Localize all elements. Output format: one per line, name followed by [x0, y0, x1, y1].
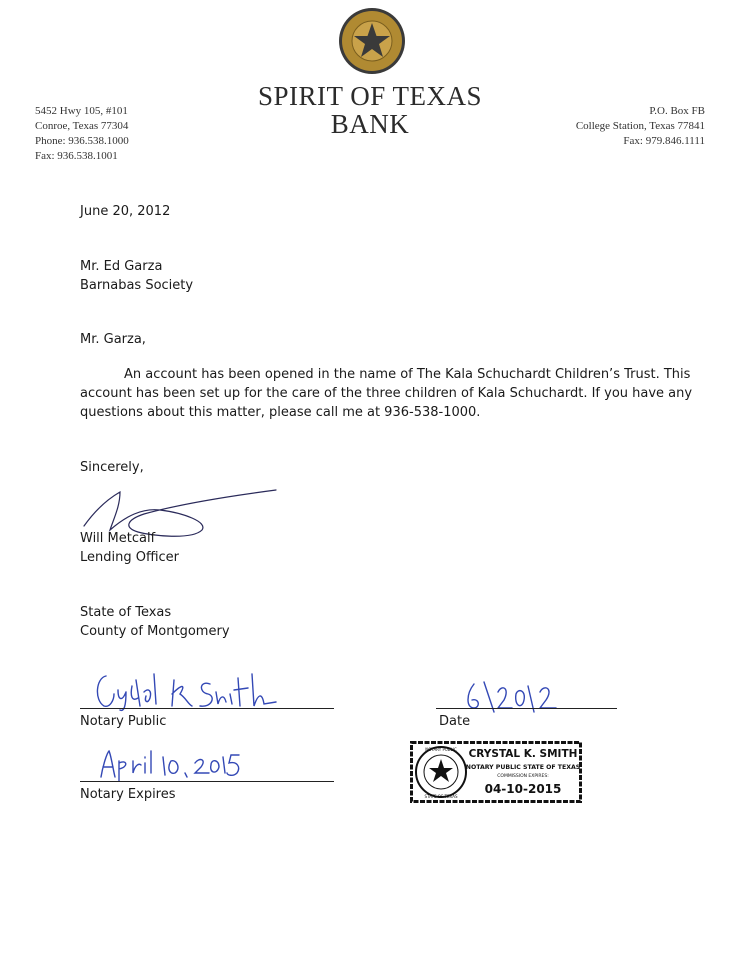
signer-title: Lending Officer [80, 550, 180, 565]
notary-venue [80, 603, 230, 641]
address-line: Phone: 936.538.1000 [35, 135, 129, 147]
signer-block [80, 529, 179, 567]
address-line: 5452 Hwy 105, #101 [35, 105, 128, 117]
body-line: An account has been opened in the name of The Kala Schuchardt Children’s Trust. This [124, 367, 691, 382]
salutation: Mr. Garza, [80, 332, 146, 347]
letter-body [80, 365, 693, 422]
address-line: College Station, Texas 77841 [575, 120, 705, 132]
address-line: P.O. Box FB [649, 105, 705, 117]
date-label: Date [439, 714, 471, 729]
venue-county: County of Montgomery [80, 624, 230, 639]
recipient-org: Barnabas Society [80, 278, 194, 293]
handwritten-expiry [93, 745, 243, 783]
notary-public-label: Notary Public [80, 714, 167, 729]
svg-text:NOTARY PUBLIC: NOTARY PUBLIC [425, 747, 457, 752]
body-line: account has been set up for the care of the three children of Kala Schuchardt. If you have any [80, 386, 693, 401]
stamp-name: CRYSTAL K. SMITH [468, 748, 578, 760]
venue-state: State of Texas [80, 605, 172, 620]
bank-seal-logo [338, 7, 406, 75]
bank-name-line2: BANK [330, 109, 410, 139]
notary-signature-line [80, 708, 334, 709]
address-line: Fax: 936.538.1001 [35, 150, 118, 162]
address-line: Fax: 979.846.1111 [623, 135, 705, 147]
bank-name-line1: SPIRIT OF TEXAS [257, 81, 483, 111]
recipient-name: Mr. Ed Garza [80, 259, 163, 274]
stamp-expiry: 04-10-2015 [484, 782, 562, 796]
recipient-block [80, 257, 193, 295]
date-signature-line [436, 708, 617, 709]
closing: Sincerely, [80, 460, 144, 475]
stamp-title: NOTARY PUBLIC STATE OF TEXAS [465, 764, 581, 771]
left-address [35, 104, 129, 164]
address-line: Conroe, Texas 77304 [35, 120, 129, 132]
body-line: questions about this matter, please call me at 936-538-1000. [80, 405, 481, 420]
notary-stamp [410, 741, 582, 803]
signature-crystal-smith [92, 666, 292, 712]
letter-date: June 20, 2012 [80, 204, 171, 219]
stamp-commission: COMMISSION EXPIRES: [497, 774, 549, 779]
right-address [576, 104, 705, 149]
bank-name [220, 82, 520, 138]
notary-expires-line [80, 781, 334, 782]
svg-text:STATE OF TEXAS: STATE OF TEXAS [424, 794, 458, 799]
notary-expires-label: Notary Expires [80, 787, 176, 802]
signer-name: Will Metcalf [80, 531, 156, 546]
